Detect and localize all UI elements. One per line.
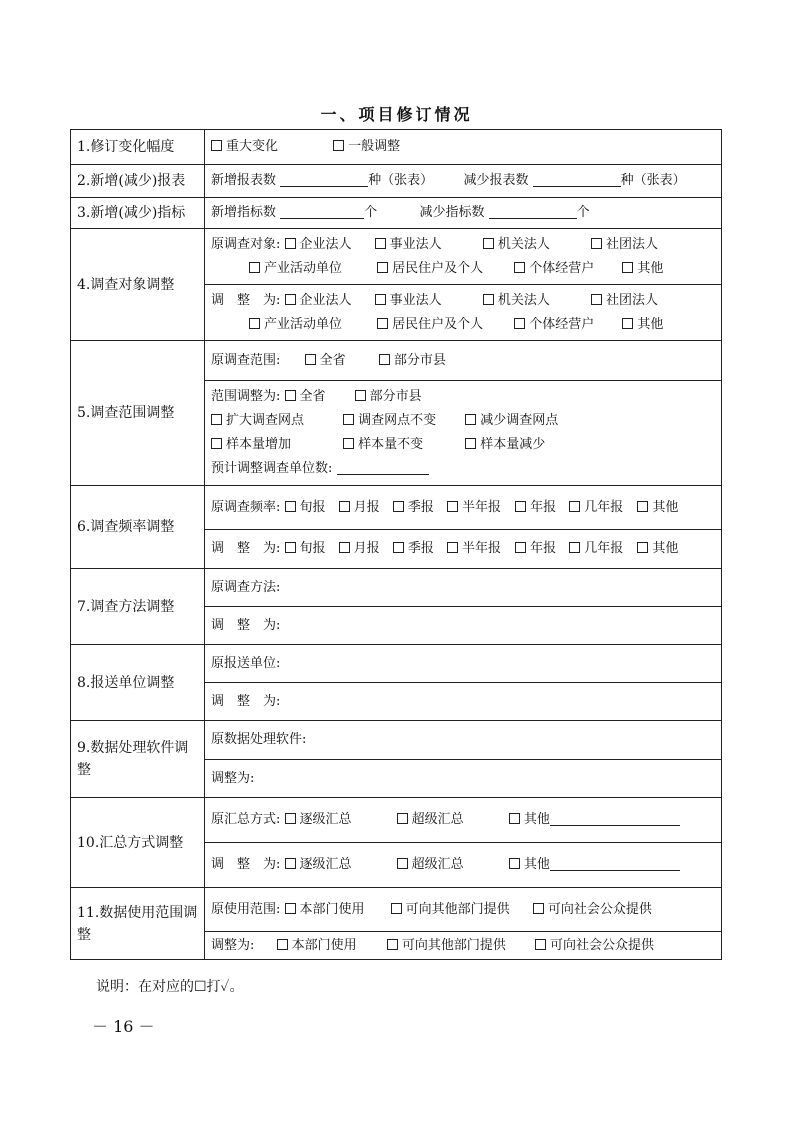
checkbox[interactable] bbox=[637, 501, 648, 512]
row-label: 6.调查频率调整 bbox=[71, 486, 205, 569]
checkbox[interactable] bbox=[447, 501, 458, 512]
checkbox[interactable] bbox=[393, 501, 404, 512]
row-label: 3.新增(减少)指标 bbox=[71, 198, 205, 229]
removed-indicator-count-field[interactable] bbox=[489, 204, 577, 219]
row-label: 8.报送单位调整 bbox=[71, 645, 205, 721]
row-label: 1.修订变化幅度 bbox=[71, 130, 205, 165]
checkbox[interactable] bbox=[285, 390, 296, 401]
checkbox[interactable] bbox=[285, 238, 296, 249]
row-reporting-unit bbox=[71, 645, 722, 683]
checkbox[interactable] bbox=[249, 318, 260, 329]
row-summary-method: 10.汇总方式调整 原汇总方式: 逐级汇总 超级汇总 其他 bbox=[71, 798, 722, 843]
new-report-count-field[interactable] bbox=[280, 172, 368, 187]
checkbox[interactable] bbox=[637, 542, 648, 553]
option-general-adjust[interactable]: 一般调整 bbox=[333, 134, 400, 160]
row-survey-object-adjusted: 调 整 为: 企业法人 事业法人 机关法人 社团法人 产业活动单位 居民住户及个人 个体经营户 其他 bbox=[71, 285, 722, 341]
checkbox[interactable] bbox=[339, 501, 350, 512]
row-software bbox=[71, 721, 722, 760]
checkbox[interactable] bbox=[447, 542, 458, 553]
checkbox[interactable] bbox=[285, 903, 296, 914]
checkbox[interactable] bbox=[277, 939, 288, 950]
checkbox[interactable] bbox=[465, 414, 476, 425]
checkbox[interactable] bbox=[285, 501, 296, 512]
footnote: 说明：在对应的☐打✓。 bbox=[96, 979, 244, 995]
row-report-change: 2.新增(减少)报表 新增报表数 种（张表） 减少报表数 种（张表） bbox=[71, 165, 722, 198]
adjusted-method-label: 调 整 为: bbox=[211, 617, 281, 633]
row-survey-scope: 5.调查范围调整 原调查范围: 全省 部分市县 bbox=[71, 341, 722, 381]
checkbox[interactable] bbox=[483, 238, 494, 249]
row-data-usage: 11.数据使用范围调整 原使用范围: 本部门使用 可向其他部门提供 可向社会公众提供 bbox=[71, 888, 722, 932]
other-summary-field[interactable] bbox=[550, 811, 680, 826]
row-indicator-change: 3.新增(减少)指标 新增指标数 个 减少指标数 个 bbox=[71, 198, 722, 229]
adjusted-unit-label: 调 整 为: bbox=[211, 693, 281, 709]
checkbox[interactable] bbox=[514, 318, 525, 329]
other-summary-field[interactable] bbox=[550, 856, 680, 871]
checkbox[interactable] bbox=[515, 501, 526, 512]
row-survey-frequency-adjusted: 调 整 为: 旬报 月报 季报 半年报 年报 几年报 其他 bbox=[71, 530, 722, 569]
checkbox[interactable] bbox=[515, 542, 526, 553]
original-method-label: 原调查方法: bbox=[211, 579, 281, 595]
checkbox[interactable] bbox=[211, 140, 222, 151]
checkbox[interactable] bbox=[211, 414, 222, 425]
original-software-label: 原数据处理软件: bbox=[211, 732, 307, 747]
checkbox[interactable] bbox=[285, 858, 296, 869]
row-label: 4.调查对象调整 bbox=[71, 229, 205, 341]
checkbox[interactable] bbox=[569, 501, 580, 512]
checkbox[interactable] bbox=[393, 542, 404, 553]
checkbox[interactable] bbox=[397, 813, 408, 824]
checkbox[interactable] bbox=[339, 542, 350, 553]
revision-form bbox=[70, 129, 722, 960]
checkbox[interactable] bbox=[285, 813, 296, 824]
row-label: 9.数据处理软件调整 bbox=[71, 721, 205, 798]
checkbox[interactable] bbox=[355, 390, 366, 401]
checkbox[interactable] bbox=[622, 262, 633, 273]
checkbox[interactable] bbox=[465, 438, 476, 449]
row-survey-frequency: 6.调查频率调整 原调查频率: 旬报 月报 季报 半年报 年报 几年报 其他 bbox=[71, 486, 722, 530]
row-label: 2.新增(减少)报表 bbox=[71, 165, 205, 198]
checkbox[interactable] bbox=[569, 542, 580, 553]
checkbox[interactable] bbox=[249, 262, 260, 273]
checkbox[interactable] bbox=[343, 438, 354, 449]
checkbox[interactable] bbox=[509, 858, 520, 869]
page-title: 一、项目修订情况 bbox=[320, 105, 473, 124]
checkbox[interactable] bbox=[211, 438, 222, 449]
checkbox[interactable] bbox=[377, 262, 388, 273]
row-survey-method bbox=[71, 569, 722, 607]
checkbox[interactable] bbox=[305, 354, 316, 365]
checkbox[interactable] bbox=[591, 238, 602, 249]
checkbox[interactable] bbox=[375, 238, 386, 249]
checkbox[interactable] bbox=[391, 903, 402, 914]
adjusted-software-label: 调整为: bbox=[211, 770, 255, 786]
row-survey-scope-adjusted: 范围调整为: 全省 部分市县 扩大调查网点 调查网点不变 减少调查网点 样本量增加 样本量不变 样本量减少 预计调整调查单位数: bbox=[71, 381, 722, 486]
checkbox[interactable] bbox=[375, 294, 386, 305]
checkbox[interactable] bbox=[285, 294, 296, 305]
row-survey-object: 4.调查对象调整 原调查对象: 企业法人 事业法人 机关法人 社团法人 产业活动单位 居民住户及个人 个体经营户 其他 bbox=[71, 229, 722, 285]
row-revision-scope bbox=[71, 130, 722, 165]
checkbox[interactable] bbox=[591, 294, 602, 305]
row-label: 11.数据使用范围调整 bbox=[71, 888, 205, 960]
row-summary-method-adjusted: 调 整 为: 逐级汇总 超级汇总 其他 bbox=[71, 843, 722, 888]
checkbox[interactable] bbox=[285, 542, 296, 553]
checkbox[interactable] bbox=[509, 813, 520, 824]
checkbox[interactable] bbox=[622, 318, 633, 329]
expected-unit-count-field[interactable] bbox=[337, 460, 429, 475]
row-data-usage-adjusted: 调整为: 本部门使用 可向其他部门提供 可向社会公众提供 bbox=[71, 932, 722, 960]
row-label: 7.调查方法调整 bbox=[71, 569, 205, 645]
checkbox[interactable] bbox=[535, 939, 546, 950]
checkbox[interactable] bbox=[397, 858, 408, 869]
checkbox[interactable] bbox=[514, 262, 525, 273]
checkbox[interactable] bbox=[377, 318, 388, 329]
checkbox[interactable] bbox=[533, 903, 544, 914]
page-number: － 16 － bbox=[92, 1017, 155, 1036]
checkbox[interactable] bbox=[343, 414, 354, 425]
new-indicator-count-field[interactable] bbox=[280, 204, 364, 219]
row-label: 10.汇总方式调整 bbox=[71, 798, 205, 888]
removed-report-count-field[interactable] bbox=[533, 172, 621, 187]
option-major-change[interactable]: 重大变化 bbox=[211, 134, 329, 160]
checkbox[interactable] bbox=[387, 939, 398, 950]
checkbox[interactable] bbox=[483, 294, 494, 305]
checkbox[interactable] bbox=[379, 354, 390, 365]
original-unit-label: 原报送单位: bbox=[211, 655, 281, 671]
checkbox[interactable] bbox=[333, 140, 344, 151]
row-label: 5.调查范围调整 bbox=[71, 341, 205, 486]
